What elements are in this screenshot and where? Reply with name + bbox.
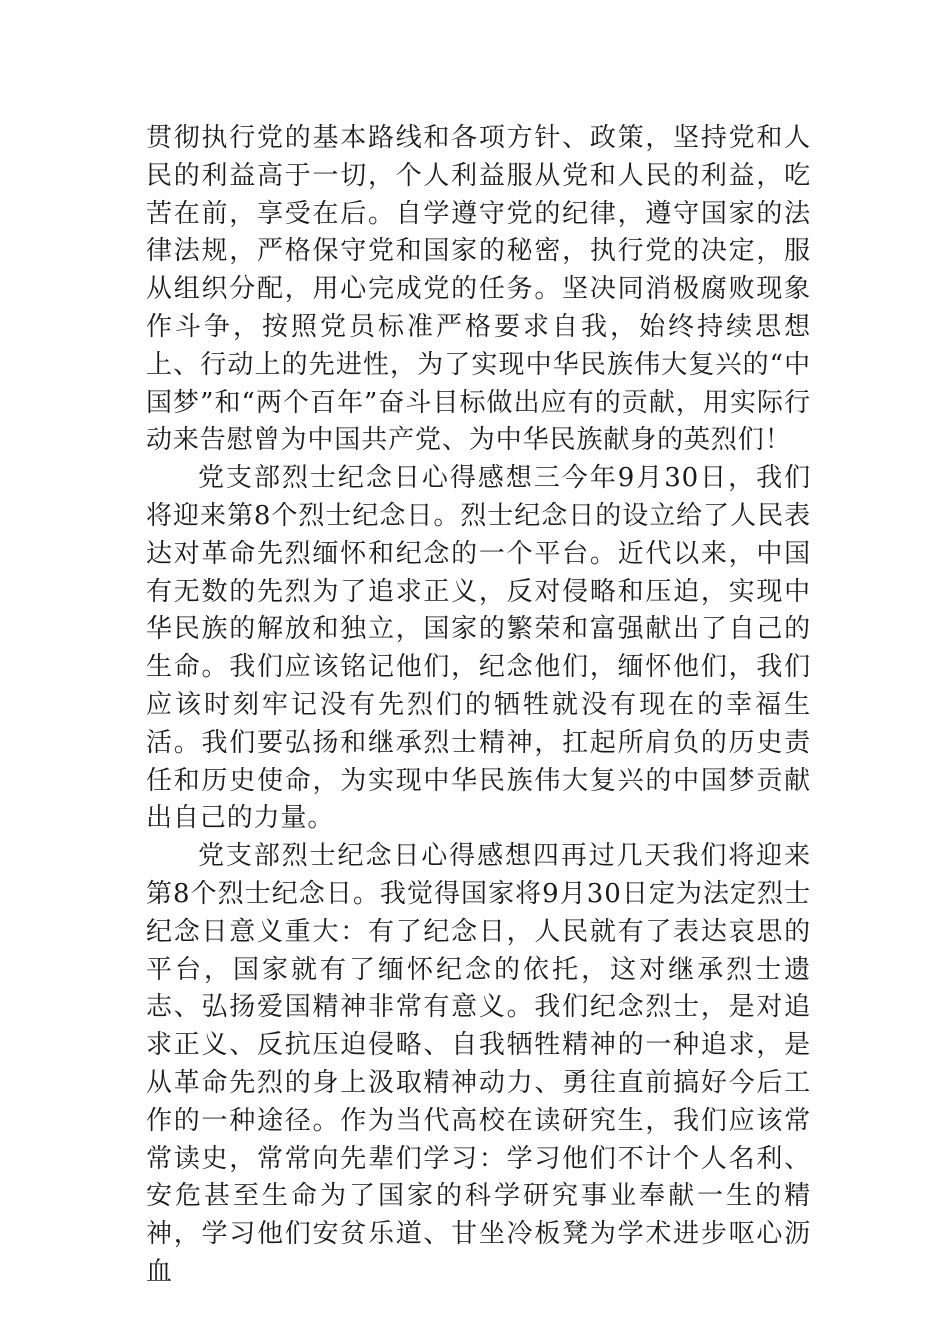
document-body: [146, 120, 811, 1292]
paragraph-1: 贯彻执行党的基本路线和各项方针、政策，坚持党和人民的利益高于一切，个人利益服从党和人民的利益，吃苦在前，享受在后。自学遵守党的纪律，遵守国家的法律法规，严格保守党和国家的秘密，执行党的决定，服从组织分配，用心完成党的任务。坚决同消极腐败现象作斗争，按照党员标准严格要求自我，始终持续思想上、行动上的先进性，为了实现中华民族伟大复兴的“中国梦”和“两个百年”奋斗目标做出应有的贡献，用实际行动来告慰曾为中国共产党、为中华民族献身的英烈们！: [146, 123, 811, 456]
paragraph-2: 党支部烈士纪念日心得感想三今年9月30日，我们将迎来第8个烈士纪念日。烈士纪念日的设立给了人民表达对革命先烈缅怀和纪念的一个平台。近代以来，中国有无数的先烈为了追求正义，反对侵略和压迫，实现中华民族的解放和独立，国家的繁荣和富强献出了自己的生命。我们应该铭记他们，纪念他们，缅怀他们，我们应该时刻牢记没有先烈们的牺牲就没有现在的幸福生活。我们要弘扬和继承烈士精神，扛起所肩负的历史责任和历史使命，为实现中华民族伟大复兴的中国梦贡献出自己的力量。: [146, 463, 811, 834]
paragraph-3: 党支部烈士纪念日心得感想四再过几天我们将迎来第8个烈士纪念日。我觉得国家将9月30日定为法定烈士纪念日意义重大：有了纪念日，人民就有了表达哀思的平台，国家就有了缅怀纪念的依托，这对继承烈士遗志、弘扬爱国精神非常有意义。我们纪念烈士，是对追求正义、反抗压迫侵略、自我牺牲精神的一种追求，是从革命先烈的身上汲取精神动力、勇往直前搞好今后工作的一种途径。作为当代高校在读研究生，我们应该常常读史，常常向先辈们学习：学习他们不计个人名利、安危甚至生命为了国家的科学研究事业奉献一生的精神，学习他们安贫乐道、甘坐冷板凳为学术进步呕心沥血: [146, 841, 811, 1287]
